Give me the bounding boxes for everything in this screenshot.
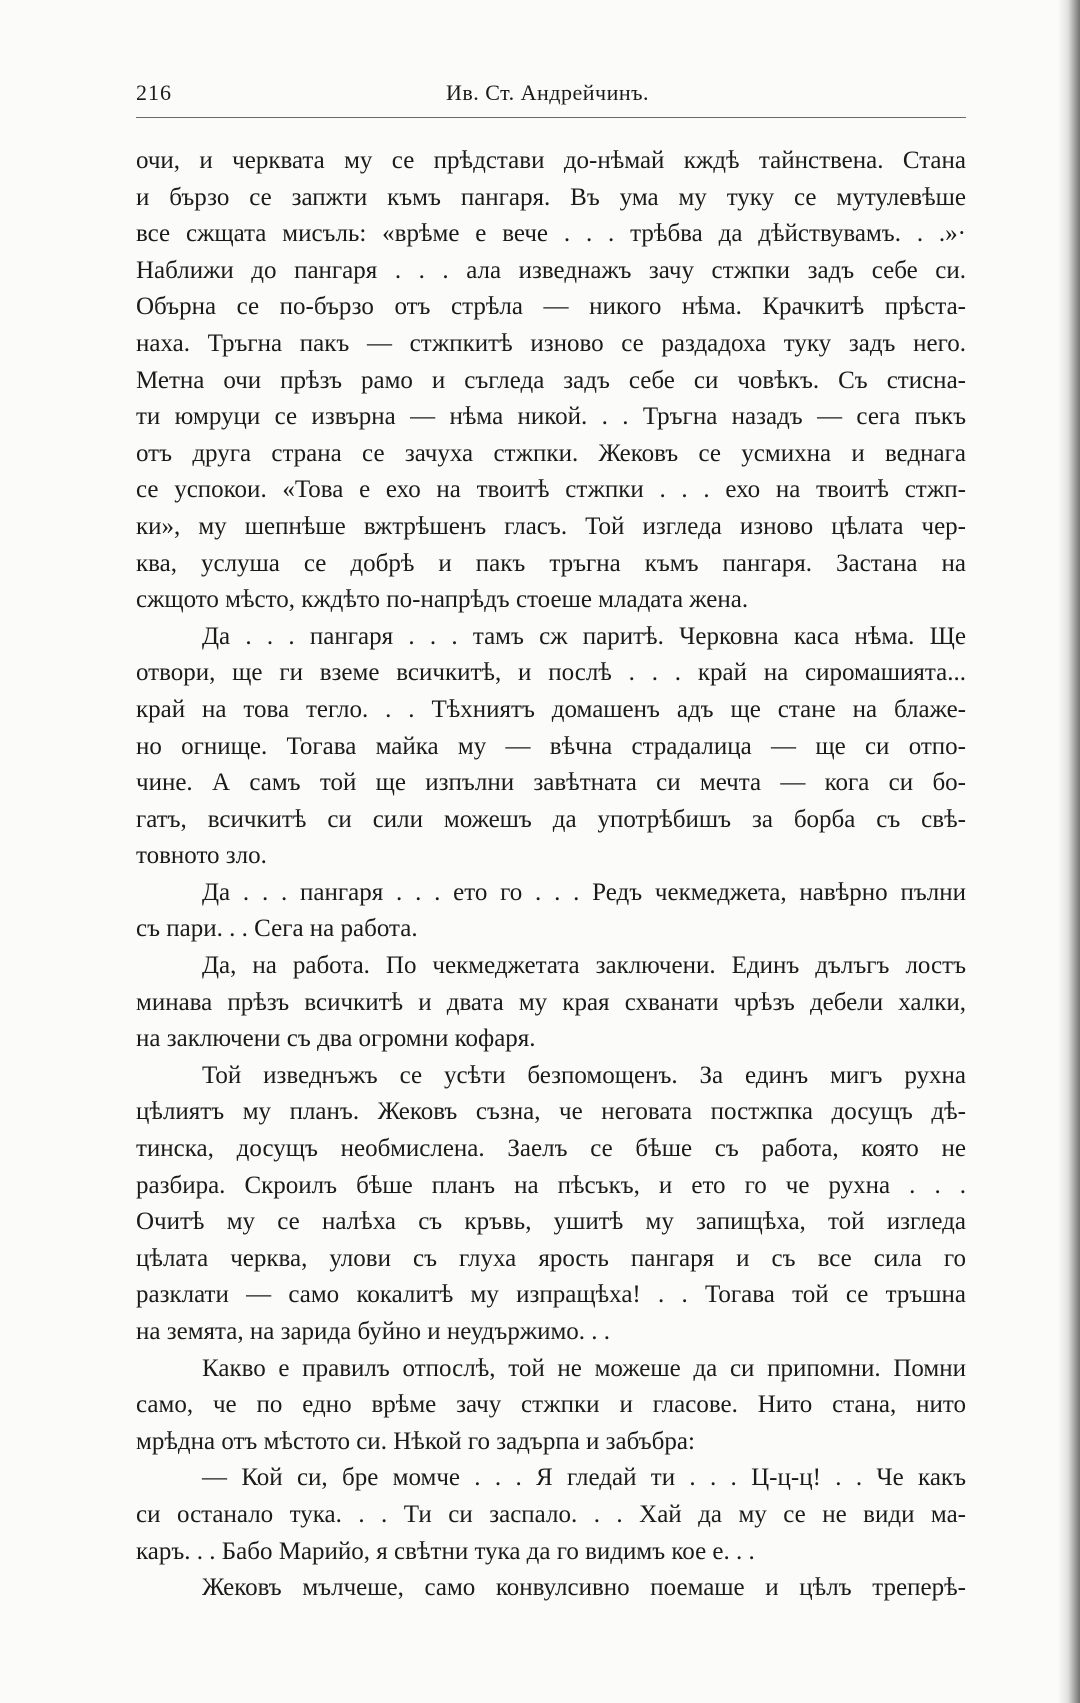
- text-line: ти юмруци се извърна — нѣма никой. . . Тръгна назадъ — сега пъкъ: [136, 403, 966, 431]
- text-line: Какво е правилъ отпослѣ, той не можеше да си припомни. Помни: [202, 1354, 966, 1382]
- text-line: сжщото мѣсто, кждѣто по-напрѣдъ стоеше младата жена.: [136, 586, 749, 614]
- text-line: но огнище. Тогава майка му — вѣчна страдалица — ще си отпо-: [136, 732, 966, 760]
- text-line: Метна очи прѣзъ рамо и съгледа задъ себе си човѣкъ. Съ стисна-: [136, 366, 966, 394]
- text-line: само, че по едно врѣме зачу стжпки и гласове. Нито стана, нито: [136, 1391, 966, 1419]
- text-line: ки», му шепнѣше вжтрѣшенъ гласъ. Той изгледа изново цѣлата чер-: [136, 512, 966, 540]
- body-text: [136, 143, 966, 1607]
- text-line: и бързо се запжти къмъ пангаря. Въ ума му туку се мутулевѣше: [136, 183, 966, 211]
- page-header: [136, 80, 966, 114]
- text-line: отъ друга страна се зачуха стжпки. Жековъ се усмихна и веднага: [136, 439, 966, 467]
- text-line: Да . . . пангаря . . . ето го . . . Редъ чекмеджета, навѣрно пълни: [202, 878, 966, 906]
- text-line: на заключени съ два огромни кофаря.: [136, 1025, 536, 1053]
- text-line: все сжщата мисъль: «врѣме е вече . . . трѣбва да дѣйствувамъ. . .»·: [136, 220, 966, 248]
- text-line: товното зло.: [136, 842, 267, 870]
- text-line: наха. Тръгна пакъ — стжпкитѣ изново се раздадоха туку задъ него.: [136, 329, 966, 357]
- text-line: мрѣдна отъ мѣстото си. Нѣкой го задърпа и забъбра:: [136, 1427, 695, 1455]
- text-line: Наближи до пангаря . . . ала изведнажъ зачу стжпки задъ себе си.: [136, 256, 966, 284]
- text-line: разклати — само кокалитѣ му изпращѣха! . . Тогава той се тръшна: [136, 1281, 966, 1309]
- text-line: чине. А самъ той ще изпълни завѣтната си мечта — кога си бо-: [136, 769, 966, 797]
- text-line: край на това тегло. . . Тѣхниятъ домашенъ адъ ще стане на блаже-: [136, 695, 966, 723]
- running-title: Ив. Ст. Андрейчинъ.: [446, 80, 649, 105]
- text-line: Очитѣ му се налѣха съ кръвь, ушитѣ му запищѣха, той изгледа: [136, 1208, 966, 1236]
- text-line: Жековъ мълчеше, само конвулсивно поемаше и цѣлъ треперѣ-: [202, 1574, 966, 1602]
- text-line: Да . . . пангаря . . . тамъ сж паритѣ. Черковна каса нѣма. Ще: [202, 622, 966, 650]
- text-line: цѣлиятъ му планъ. Жековъ съзна, че неговата постжпка досущъ дѣ-: [136, 1098, 966, 1126]
- text-line: очи, и черквата му се прѣдстави до-нѣмай кждѣ тайнствена. Стана: [136, 147, 966, 174]
- text-line: Да, на работа. По чекмеджетата заключени. Единъ дълъгъ лостъ: [202, 952, 966, 980]
- text-line: каръ. . . Бабо Марийо, я свѣтни тука да го видимъ кое е. . .: [136, 1537, 755, 1565]
- text-line: гатъ, всичкитѣ си сили можешъ да употрѣбишъ за борба съ свѣ-: [136, 805, 966, 833]
- text-line: цѣлата черква, улови съ глуха ярость пангаря и съ все сила го: [136, 1244, 966, 1272]
- text-line: си останало тука. . . Ти си заспало. . . Хай да му се не види ма-: [136, 1500, 966, 1528]
- text-line: — Кой си, бре момче . . . Я гледай ти . . . Ц-ц-ц! . . Че какъ: [202, 1464, 966, 1492]
- text-line: съ пари. . . Сега на работа.: [136, 915, 418, 943]
- page-edge-shadow: [1058, 0, 1080, 1703]
- text-line: минава прѣзъ всичкитѣ и двата му края схванати чрѣзъ дебели халки,: [136, 988, 966, 1016]
- text-line: Той изведнъжъ се усѣти безпомощенъ. За единъ мигъ рухна: [202, 1061, 966, 1089]
- text-line: ква, услуша се добрѣ и пакъ тръгна къмъ пангаря. Застана на: [136, 549, 966, 577]
- text-line: тинска, досущъ необмислена. Заелъ се бѣше съ работа, която не: [136, 1135, 966, 1163]
- page-number: 216: [136, 80, 172, 105]
- header-rule: [136, 117, 966, 118]
- text-line: разбира. Скроилъ бѣше планъ на пѣсъкъ, и ето го че рухна . . .: [136, 1171, 966, 1199]
- text-line: на земята, на зарида буйно и неудържимо. . .: [136, 1318, 611, 1345]
- text-line: отвори, ще ги вземе всичкитѣ, и послѣ . . . край на сиромашията...: [136, 659, 966, 687]
- text-line: Обърна се по-бързо отъ стрѣла — никого нѣма. Крачкитѣ прѣста-: [136, 293, 966, 321]
- text-line: се успокои. «Това е ехо на твоитѣ стжпки . . . ехо на твоитѣ стжп-: [136, 476, 966, 504]
